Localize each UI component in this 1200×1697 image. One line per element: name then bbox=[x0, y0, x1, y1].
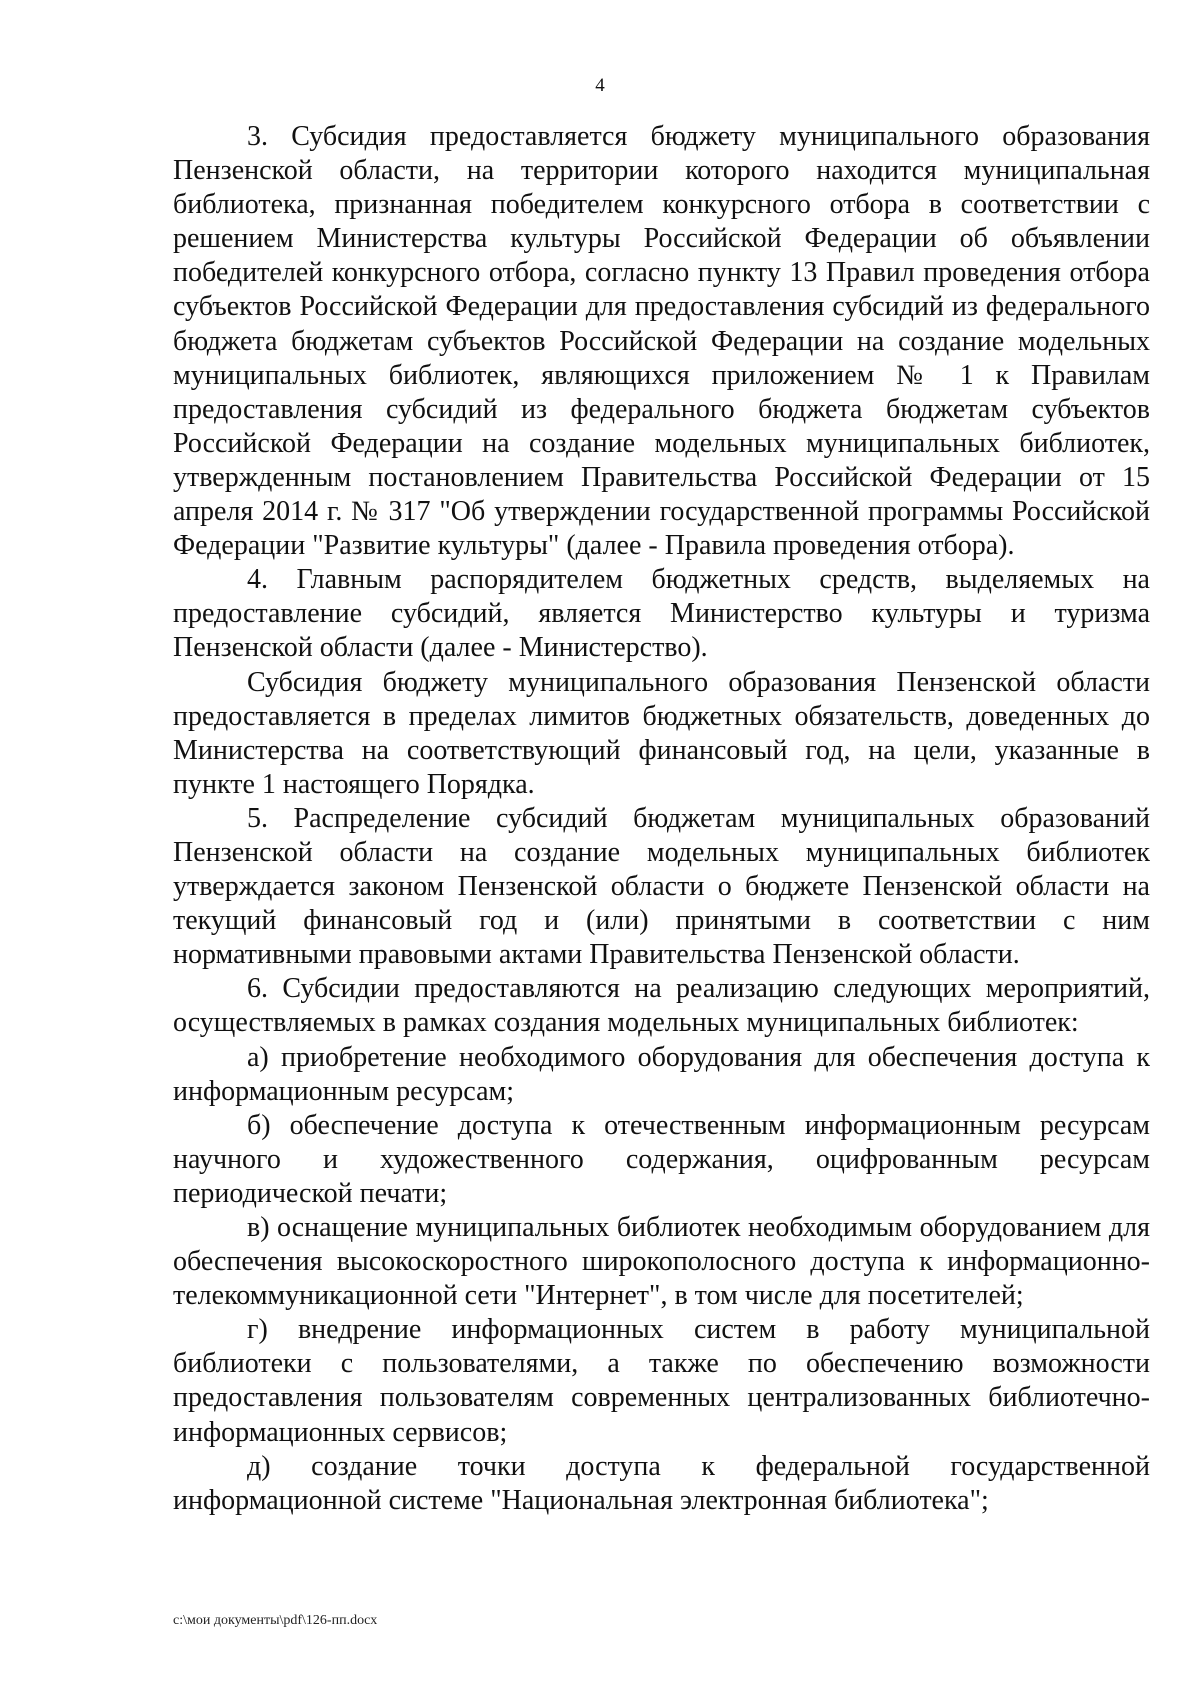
page-number: 4 bbox=[595, 75, 605, 96]
list-item-b: б) обеспечение доступа к отечественным информационным ресурсам научного и художественного содержания, оцифрованным ресурсам периодической печати; bbox=[173, 1109, 1150, 1209]
paragraph-clause-3: 3. Субсидия предоставляется бюджету муниципального образования Пензенской области, на территории которого находится муниципальная библиотека, признанная победителем конкурсного отбора в соответствии с решением Министерства культуры Российской Федерации об объявлении победителей конкурсного отбора, согласно пункту 13 Правил проведения отбора субъектов Российской Федерации для предоставления субсидий из федерального бюджета бюджетам субъектов Российской Федерации на создание модельных муниципальных библиотек, являющихся приложением № 1 к Правилам предоставления субсидий из федерального бюджета бюджетам субъектов Российской Федерации на создание модельных муниципальных библиотек, утвержденным постановлением Правительства Российской Федерации от 15 апреля 2014 г. № 317 "Об утверждении государственной программы Российской Федерации "Развитие культуры" (далее - Правила проведения отбора). bbox=[173, 121, 1150, 562]
footer-file-path: c:\мои документы\pdf\126-пп.docx bbox=[173, 1613, 378, 1628]
paragraph-subsidy-limits: Субсидия бюджету муниципального образования Пензенской области предоставляется в пределах лимитов бюджетных обязательств, доведенных до Министерства на соответствующий финансовый год, на цели, указанные в пункте 1 настоящего Порядка. bbox=[173, 666, 1150, 800]
list-item-v: в) оснащение муниципальных библиотек необходимым оборудованием для обеспечения высокоскоростного широкополосного доступа к информационно-телекоммуникационной сети "Интернет", в том числе для посетителей; bbox=[173, 1212, 1150, 1312]
list-item-d: д) создание точки доступа к федеральной государственной информационной системе "Национальная электронная библиотека"; bbox=[173, 1450, 1150, 1516]
list-item-g: г) внедрение информационных систем в работу муниципальной библиотеки с пользователями, а также по обеспечению возможности предоставления пользователям современных централизованных библиотечно-информационных сервисов; bbox=[173, 1314, 1150, 1448]
paragraph-clause-5: 5. Распределение субсидий бюджетам муниципальных образований Пензенской области на создание модельных муниципальных библиотек утверждается законом Пензенской области о бюджете Пензенской области на текущий финансовый год и (или) принятыми в соответствии с ним нормативными правовыми актами Правительства Пензенской области. bbox=[173, 802, 1150, 971]
paragraph-clause-4: 4. Главным распорядителем бюджетных средств, выделяемых на предоставление субсидий, является Министерство культуры и туризма Пензенской области (далее - Министерство). bbox=[173, 564, 1150, 664]
list-item-a: а) приобретение необходимого оборудования для обеспечения доступа к информационным ресурсам; bbox=[173, 1041, 1150, 1107]
document-body bbox=[173, 120, 1150, 1518]
paragraph-clause-6: 6. Субсидии предоставляются на реализацию следующих мероприятий, осуществляемых в рамках создания модельных муниципальных библиотек: bbox=[173, 973, 1150, 1039]
